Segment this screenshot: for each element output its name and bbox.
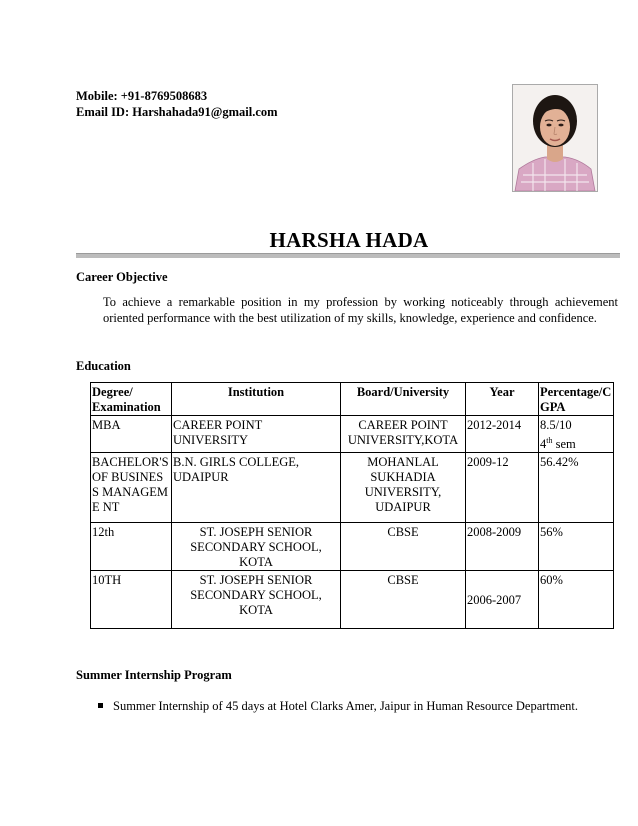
career-objective-text: To achieve a remarkable position in my profession by working noticeably through achievement oriented performance with the best utilization of my skills, knowledge, experience and confidence. [103, 295, 618, 325]
cell-institution: ST. JOSEPH SENIOR SECONDARY SCHOOL, KOTA [172, 571, 341, 629]
score-semester [540, 433, 612, 452]
table-row [91, 523, 614, 571]
square-bullet-icon [98, 703, 103, 708]
career-objective-heading: Career Objective [76, 270, 168, 284]
cell-year: 2009-12 [466, 453, 539, 523]
header-degree: Degree/ Examination [91, 383, 172, 416]
profile-photo [512, 84, 598, 192]
table-row [91, 416, 614, 453]
candidate-name: HARSHA HADA [269, 228, 429, 252]
cell-board: CAREER POINT UNIVERSITY,KOTA [341, 416, 466, 453]
header-board: Board/University [341, 383, 466, 416]
cell-board: CBSE [341, 571, 466, 629]
score-value: 8.5/10 [540, 418, 572, 432]
cell-score: 60% [539, 571, 614, 629]
cell-institution: B.N. GIRLS COLLEGE, UDAIPUR [172, 453, 341, 523]
header-year: Year [466, 383, 539, 416]
contact-block [76, 88, 278, 120]
table-header-row [91, 383, 614, 416]
internship-heading: Summer Internship Program [76, 668, 232, 682]
semester-suffix: th [546, 436, 553, 445]
cell-institution: ST. JOSEPH SENIOR SECONDARY SCHOOL, KOTA [172, 523, 341, 571]
header-percentage: Percentage/CGPA [539, 383, 614, 416]
cell-degree: 10TH [91, 571, 172, 629]
table-row [91, 453, 614, 523]
cell-year: 2012-2014 [466, 416, 539, 453]
internship-text: Summer Internship of 45 days at Hotel Clarks Amer, Jaipur in Human Resource Department. [113, 699, 579, 713]
education-table [90, 382, 614, 629]
table-row [91, 571, 614, 629]
education-heading: Education [76, 359, 131, 373]
cell-degree: 12th [91, 523, 172, 571]
mobile-number: Mobile: +91-8769508683 [76, 89, 208, 103]
cell-score [539, 416, 614, 453]
cell-degree: BACHELOR'S OF BUSINESS MANAGEME NT [91, 453, 172, 523]
semester-number: 4 [540, 437, 547, 452]
cell-institution: CAREER POINT UNIVERSITY [172, 416, 341, 453]
cell-year: 2006-2007 [466, 571, 539, 629]
portrait-image [513, 85, 597, 191]
header-institution: Institution [172, 383, 341, 416]
cell-board: MOHANLAL SUKHADIA UNIVERSITY, UDAIPUR [341, 453, 466, 523]
cell-year: 2008-2009 [466, 523, 539, 571]
semester-label: sem [552, 437, 576, 452]
cell-score: 56% [539, 523, 614, 571]
email-address: Email ID: Harshahada91@gmail.com [76, 105, 278, 119]
cell-degree: MBA [91, 416, 172, 453]
cell-board: CBSE [341, 523, 466, 571]
title-divider [76, 253, 620, 258]
cell-score: 56.42% [539, 453, 614, 523]
